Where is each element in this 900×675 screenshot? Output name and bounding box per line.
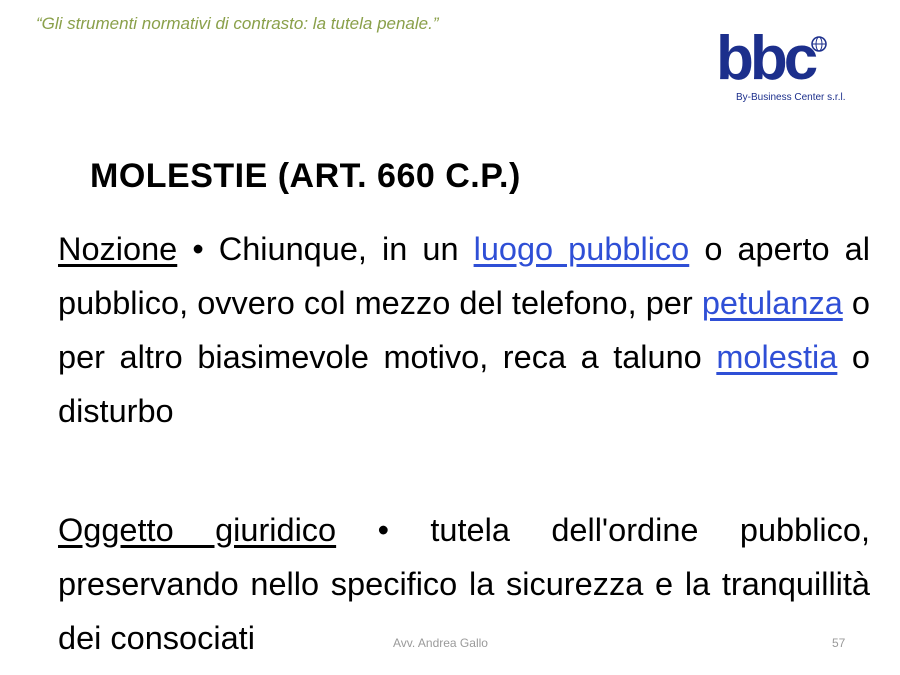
text-segment: o aperto al pubblico, ovvero col mezzo del telefono, per <box>58 231 870 321</box>
hyperlink-luogo-pubblico[interactable]: luogo pubblico <box>473 231 690 267</box>
term-label: Oggetto giuridico <box>58 512 337 548</box>
page-number: 57 <box>832 636 846 650</box>
text-segment: o per altro biasimevole motivo, reca a taluno <box>58 285 870 375</box>
logo-letters: bbc <box>716 24 815 93</box>
company-logo <box>716 24 866 104</box>
bullet: • <box>336 512 431 548</box>
hyperlink-petulanza[interactable]: petulanza <box>701 285 843 321</box>
logo-subtitle: By-Business Center s.r.l. <box>736 92 846 103</box>
footer-author: Avv. Andrea Gallo <box>393 636 488 650</box>
bullet: • <box>177 231 219 267</box>
text-segment: tutela dell'ordine pubblico, preservando nello specifico la sicurezza e la tranquillità dei consociati <box>58 512 871 656</box>
term-label: Nozione <box>58 231 178 267</box>
slide-title: MOLESTIE (ART. 660 C.P.) <box>90 157 521 195</box>
hyperlink-molestia[interactable]: molestia <box>716 339 838 375</box>
globe-icon <box>811 36 827 52</box>
definition-paragraph <box>58 222 870 438</box>
text-segment: o disturbo <box>58 339 870 429</box>
header-quote: “Gli strumenti normativi di contrasto: la tutela penale.” <box>36 14 439 33</box>
text-segment: Chiunque, in un <box>218 231 474 267</box>
